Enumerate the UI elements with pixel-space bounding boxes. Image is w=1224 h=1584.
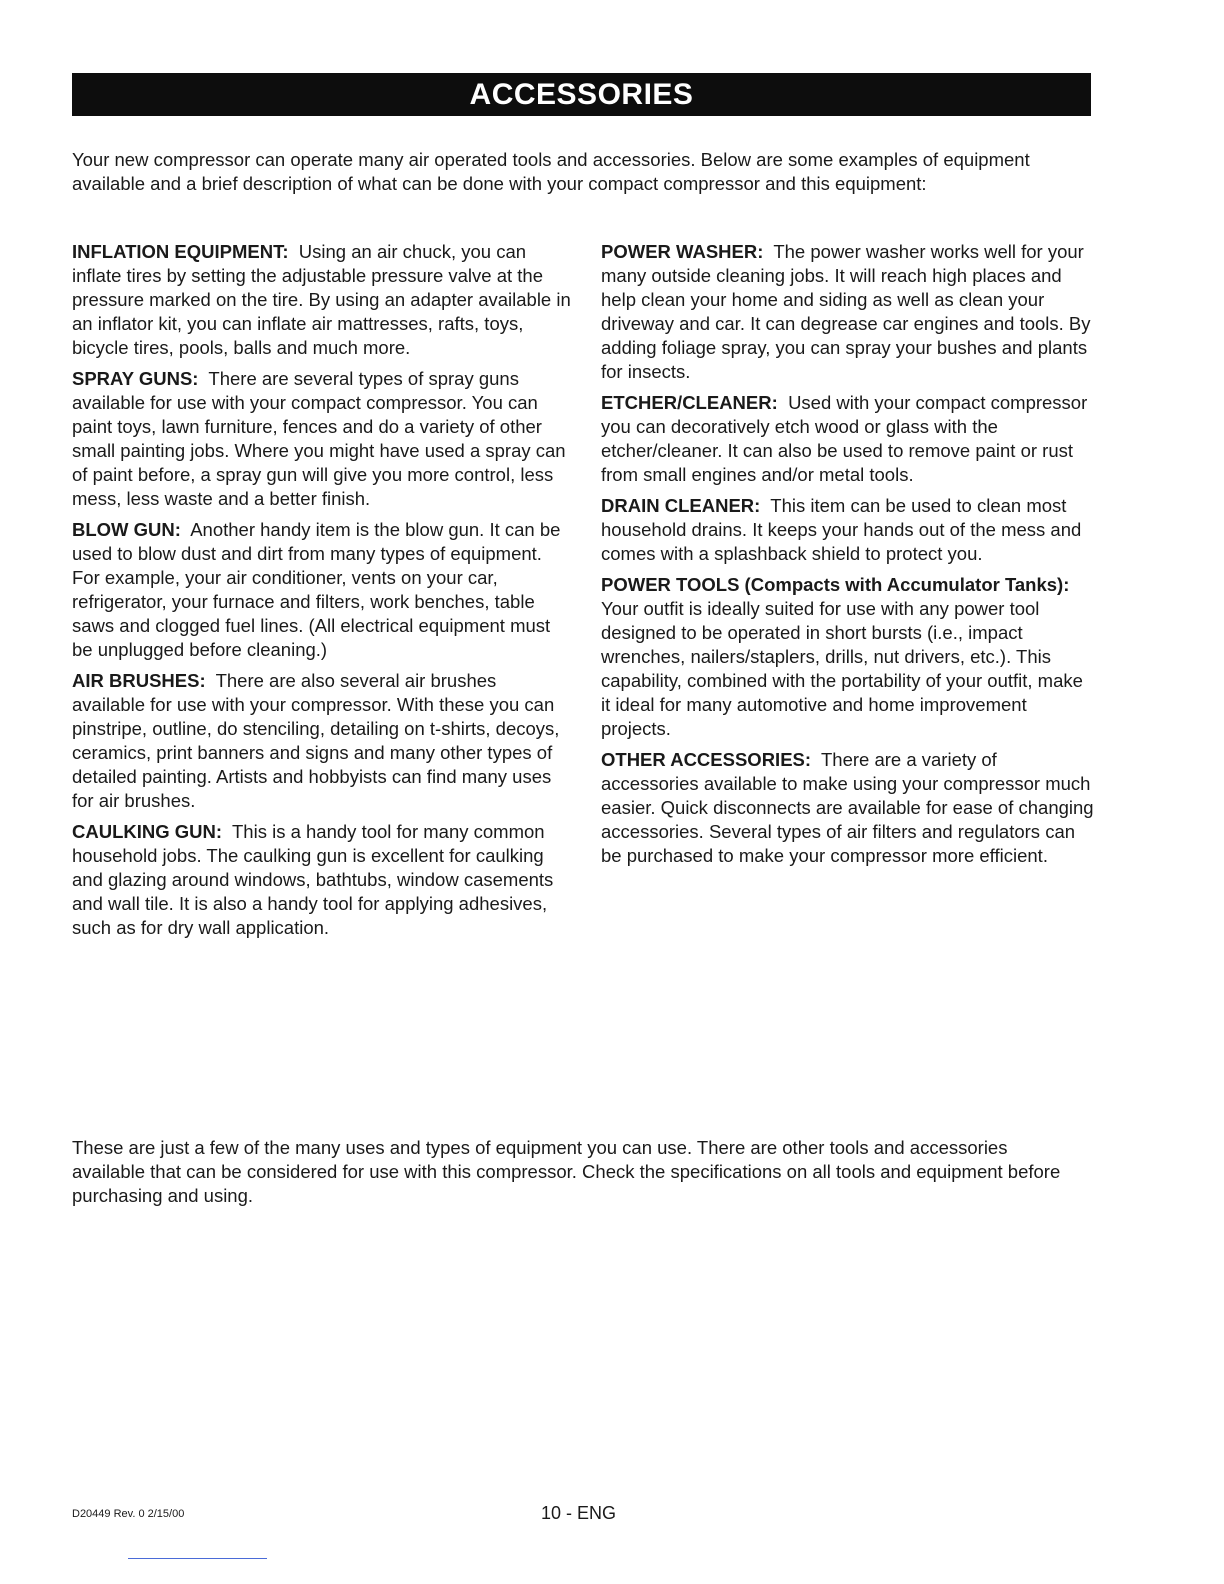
item-text: There are also several air brushes available for use with your compressor. With these you can pinstripe, outline, do stenciling, detailing on t-shirts, decoys, ceramics, print banners and signs and many other types of detailed painting. Artists and hobbyists can find many uses for air brushes.	[72, 670, 560, 811]
item-power-washer	[601, 240, 1097, 384]
item-term: CAULKING GUN:	[72, 821, 223, 842]
left-column	[72, 240, 572, 947]
section-title: ACCESSORIES	[72, 73, 1091, 116]
item-air-brushes	[72, 669, 572, 813]
footer-rule	[128, 1558, 267, 1559]
item-term: POWER TOOLS (Compacts with Accumulator Tanks):	[601, 574, 1070, 595]
item-term: ETCHER/CLEANER:	[601, 392, 778, 413]
item-term: POWER WASHER:	[601, 241, 764, 262]
item-term: INFLATION EQUIPMENT:	[72, 241, 289, 262]
item-other-accessories	[601, 748, 1097, 868]
right-column	[601, 240, 1097, 875]
item-drain-cleaner	[601, 494, 1097, 566]
document-code: D20449 Rev. 0 2/15/00	[72, 1508, 185, 1520]
item-etcher-cleaner	[601, 391, 1097, 487]
item-text: There are several types of spray guns available for use with your compact compressor. You can paint toys, lawn furniture, fences and do a variety of other small painting jobs. Where you might have used a spray can of paint before, a spray gun will give you more control, less mess, less waste and a better finish.	[72, 368, 566, 509]
item-text: This is a handy tool for many common household jobs. The caulking gun is excellent for caulking and glazing around windows, bathtubs, window casements and wall tile. It is also a handy tool for applying adhesives, such as for dry wall application.	[72, 821, 554, 938]
item-term: OTHER ACCESSORIES:	[601, 749, 812, 770]
item-term: AIR BRUSHES:	[72, 670, 206, 691]
item-text: Used with your compact compressor you can decoratively etch wood or glass with the etcher/cleaner. It can also be used to remove paint or rust from small engines and/or metal tools.	[601, 392, 1088, 485]
item-blow-gun	[72, 518, 572, 662]
item-text: Your outfit is ideally suited for use with any power tool designed to be operated in short bursts (i.e., impact wrenches, nailers/staplers, drills, nut drivers, etc.). This capability, combined with the portability of your outfit, make it ideal for many automotive and home improvement projects.	[601, 598, 1083, 739]
item-text: Using an air chuck, you can inflate tires by setting the adjustable pressure valve at the pressure marked on the tire. By using an adapter available in an inflator kit, you can inflate air mattresses, rafts, toys, bicycle tires, pools, balls and much more.	[72, 241, 571, 358]
item-text: Another handy item is the blow gun. It can be used to blow dust and dirt from many types of equipment. For example, your air conditioner, vents on your car, refrigerator, your furnace and filters, work benches, table saws and clogged fuel lines. (All electrical equipment must be unplugged before cleaning.)	[72, 519, 561, 660]
item-text: This item can be used to clean most household drains. It keeps your hands out of the mess and comes with a splashback shield to protect you.	[601, 495, 1082, 564]
page-number: 10 - ENG	[541, 1503, 617, 1523]
item-caulking-gun	[72, 820, 572, 940]
item-inflation-equipment	[72, 240, 572, 360]
intro-paragraph: Your new compressor can operate many air operated tools and accessories. Below are some examples of equipment available and a brief description of what can be done with your compact compressor and this equipment:	[72, 149, 1030, 194]
item-term: SPRAY GUNS:	[72, 368, 199, 389]
item-text: There are a variety of accessories available to make using your compressor much easier. Quick disconnects are available for ease of changing accessories. Several types of air filters and regulators can be purchased to make your compressor more efficient.	[601, 749, 1094, 866]
item-text: The power washer works well for your many outside cleaning jobs. It will reach high places and help clean your home and siding as well as clean your driveway and car. It can degrease car engines and tools. By adding foliage spray, you can spray your bushes and plants for insects.	[601, 241, 1091, 382]
item-term: BLOW GUN:	[72, 519, 181, 540]
item-term: DRAIN CLEANER:	[601, 495, 761, 516]
item-power-tools	[601, 573, 1097, 741]
closing-paragraph: These are just a few of the many uses and types of equipment you can use. There are other tools and accessories available that can be considered for use with this compressor. Check the specifications on all tools and equipment before purchasing and using.	[72, 1137, 1061, 1206]
item-spray-guns	[72, 367, 572, 511]
